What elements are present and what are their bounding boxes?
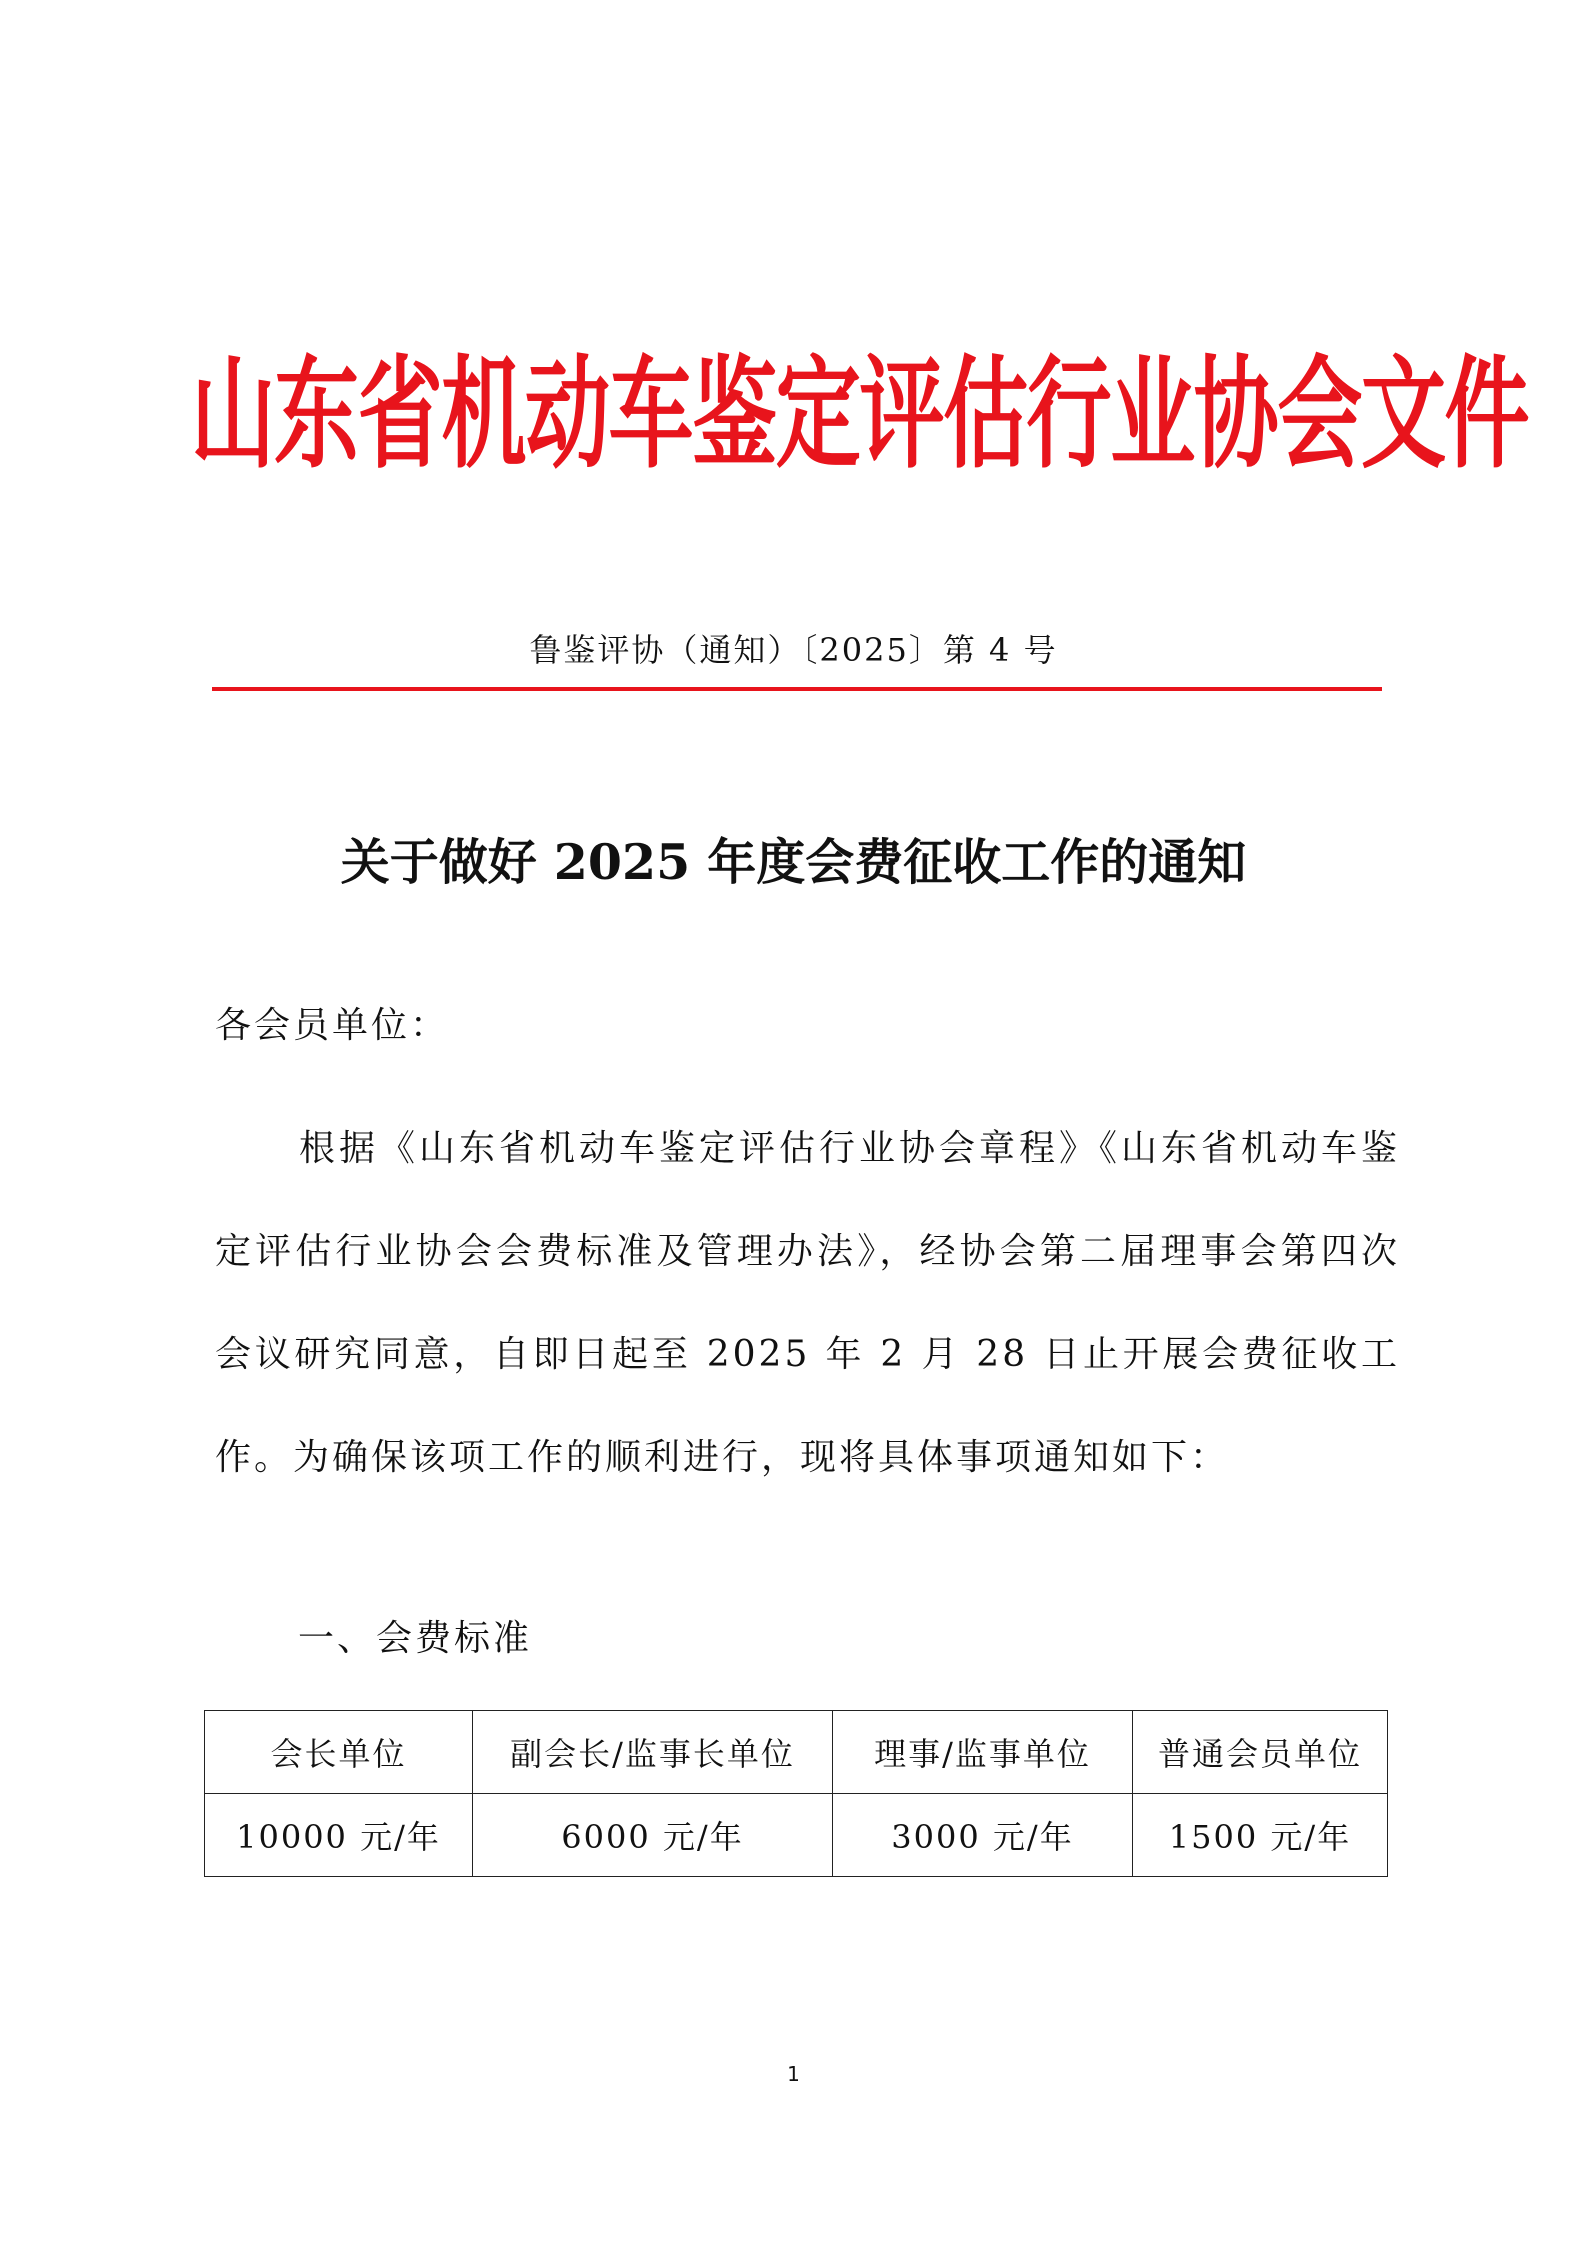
table-cell: 3000 元/年 <box>833 1794 1133 1877</box>
table-header-cell: 会长单位 <box>205 1711 473 1794</box>
red-divider-line <box>212 687 1382 691</box>
document-number: 鲁鉴评协（通知）〔2025〕第 4 号 <box>529 631 1058 669</box>
section-heading-fee-standard: 一、会费标准 <box>298 1618 533 1659</box>
page-number: 1 <box>787 2062 800 2086</box>
fee-standard-table <box>204 1710 1388 1877</box>
table-cell: 6000 元/年 <box>473 1794 833 1877</box>
table-cell: 1500 元/年 <box>1133 1794 1388 1877</box>
table-cell: 10000 元/年 <box>205 1794 473 1877</box>
table-header-row <box>205 1711 1388 1794</box>
table-header-cell: 普通会员单位 <box>1133 1711 1388 1794</box>
table-header-cell: 副会长/监事长单位 <box>473 1711 833 1794</box>
body-paragraph: 根据《山东省机动车鉴定评估行业协会章程》《山东省机动车鉴定评估行业协会会费标准及管理办法》，经协会第二届理事会第四次会议研究同意，自即日起至 2025 年 2 月 28 日止开展会费征收工作。为确保该项工作的顺利进行，现将具体事项通知如下： <box>215 1128 1400 1478</box>
table-row <box>205 1794 1388 1877</box>
table-header-cell: 理事/监事单位 <box>833 1711 1133 1794</box>
salutation: 各会员单位： <box>215 1005 450 1046</box>
notice-title: 关于做好 2025 年度会费征收工作的通知 <box>340 833 1247 891</box>
masthead-title: 山东省机动车鉴定评估行业协会文件 <box>190 343 1529 486</box>
